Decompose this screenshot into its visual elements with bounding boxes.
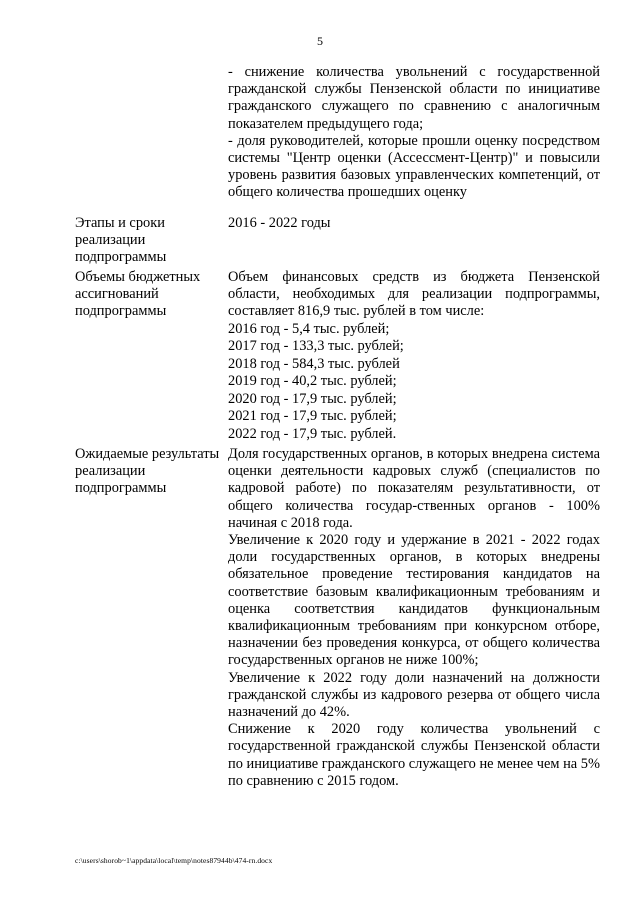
funding-content xyxy=(228,269,600,443)
funding-year-line: 2019 год - 40,2 тыс. рублей; xyxy=(228,373,397,390)
funding-label: Объемы бюджетных ассигнований подпрограммы xyxy=(75,269,201,320)
results-paragraph: Доля государственных органов, в которых внедрена система оценки деятельности кадровых служб (специалистов по кадровой работе) по показателям результативности, от общего количества государ-ственных органов - 100% начиная с 2018 года. xyxy=(228,446,600,531)
funding-year-line: 2021 год - 17,9 тыс. рублей; xyxy=(228,408,397,425)
funding-year-line: 2018 год - 584,3 тыс. рублей xyxy=(228,355,400,372)
results-paragraph: Увеличение к 2022 году доли назначений на должности гражданской службы из кадрового резерва от общего числа назначений до 42%. xyxy=(228,669,600,721)
footer-file-path: c:\users\shorob~1\appdata\local\temp\notes87944b\474-rn.docx xyxy=(75,856,273,865)
results-paragraph: Увеличение к 2020 году и удержание в 2021 - 2022 годах доли государственных органов, в которых внедрены обязательное проведение тестирования кандидатов на соответствие базовым квалификационным требованиям и оценка соответствия кандидатов функциональным квалификационным требованиям при конкурсном отборе, назначении без проведения конкурса, от общего количества государственных органов не ниже 100%; xyxy=(228,532,600,669)
intro-paragraph: - доля руководителей, которые прошли оценку посредством системы "Центр оценки (Ассессмент-Центр)" и повысили уровень развития базовых управленческих компетенций, от общего количества прошедших оценку xyxy=(228,132,600,201)
results-content xyxy=(228,446,600,790)
funding-year-line: 2022 год - 17,9 тыс. рублей. xyxy=(228,425,397,442)
page-number: 5 xyxy=(317,34,323,48)
stages-value: 2016 - 2022 годы xyxy=(228,215,331,231)
results-paragraph: Снижение к 2020 году количества увольнений с государственной гражданской службы Пензенской области по инициативе гражданского служащего не менее чем на 5% по сравнению с 2015 годом. xyxy=(228,721,600,789)
stages-label: Этапы и сроки реализации подпрограммы xyxy=(75,215,167,266)
funding-intro: Объем финансовых средств из бюджета Пензенской области, необходимых для реализации подпрограммы, составляет 816,9 тыс. рублей в том числе: xyxy=(228,269,600,320)
results-label: Ожидаемые результаты реализации подпрограммы xyxy=(75,446,220,497)
funding-year-line: 2017 год - 133,3 тыс. рублей; xyxy=(228,338,404,355)
intro-section xyxy=(228,64,600,202)
funding-year-line: 2016 год - 5,4 тыс. рублей; xyxy=(228,320,390,337)
intro-paragraph: - снижение количества увольнений с государственной гражданской службы Пензенской области по инициативе гражданского служащего по сравнению с аналогичным показателем предыдущего года; xyxy=(228,64,600,132)
stages-value-block xyxy=(228,215,600,232)
funding-year-line: 2020 год - 17,9 тыс. рублей; xyxy=(228,390,397,407)
